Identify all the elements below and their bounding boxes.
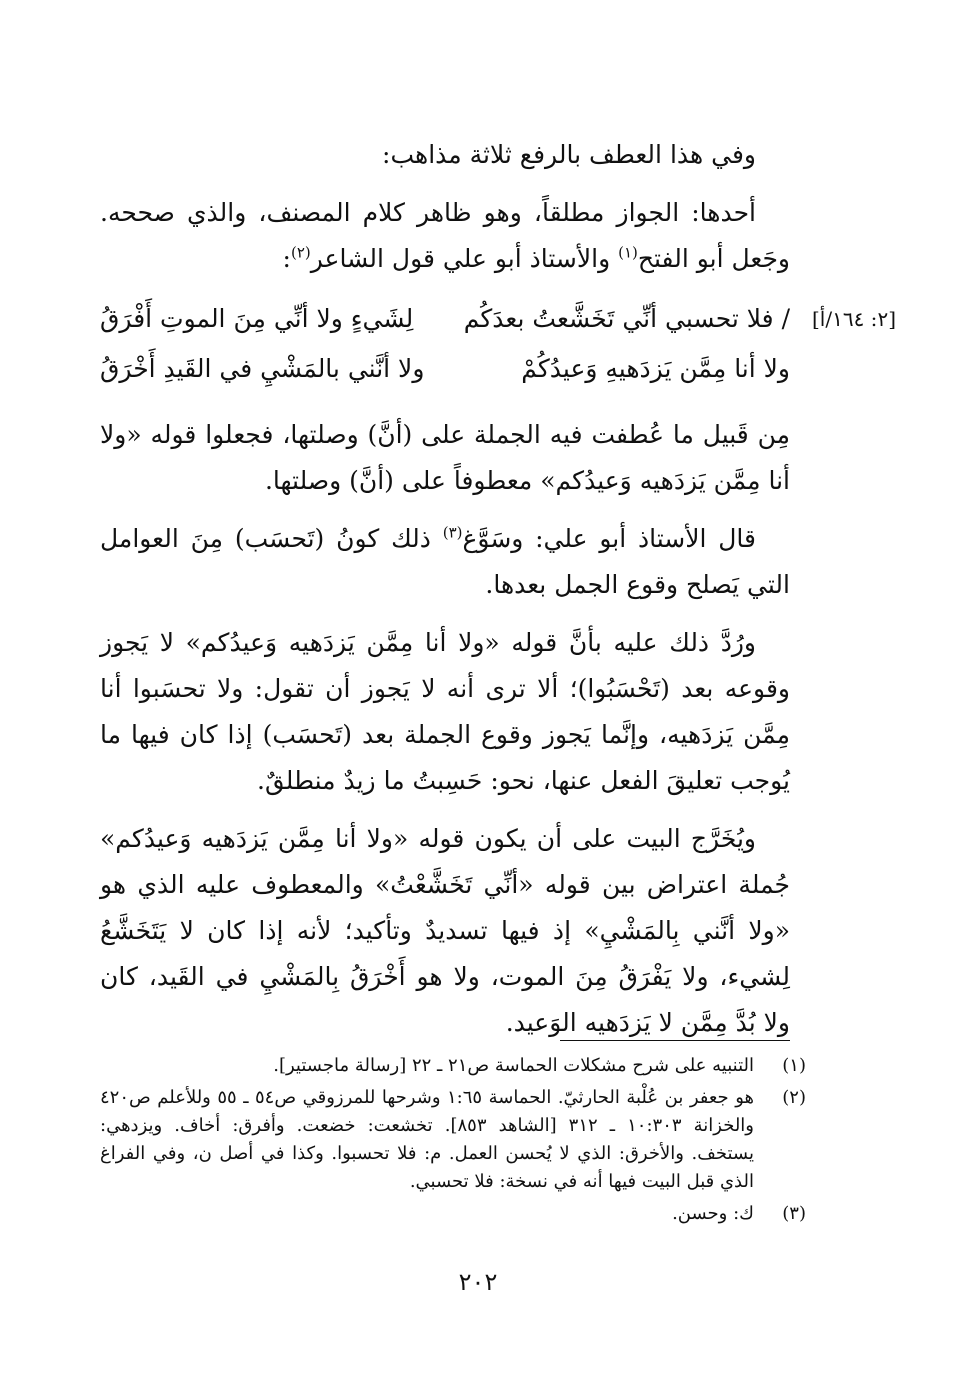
paragraph-2: مِن قَبيل ما عُطفت فيه الجملة على (أنَّ) وصلتها، فجعلوا قوله «ولا أنا مِمَّن يَزدَهيه وَعيدُكم» معطوفاً على (أنَّ) وصلتها. <box>100 420 790 495</box>
poem-line-1 <box>100 294 790 344</box>
poem-line-2 <box>100 344 790 394</box>
paragraph-1-end: : <box>282 244 291 273</box>
footnote-ref-1: (١) <box>618 243 638 262</box>
footnote-3-number: (٣) <box>782 1203 806 1224</box>
footnote-separator <box>560 1040 790 1041</box>
paragraph-3-start: قال الأستاذ أبو علي: وسَوَّغ <box>462 524 756 553</box>
footnote-1 <box>100 1052 806 1080</box>
paragraph-3 <box>100 516 790 608</box>
poem-line-2-first-hemistich: ولا أنا مِمَّن يَزدَهيهِ وَعيدُكُمْ <box>521 354 790 383</box>
footnote-1-text: التنبيه على شرح مشكلات الحماسة ص٢١ ـ ٢٢ [رسالة ماجستير]. <box>273 1055 754 1076</box>
paragraph-1-text: أحدها: الجواز مطلقاً، وهو ظاهر كلام المصنف، والذي صححه. وجَعل أبو الفتح <box>100 198 790 273</box>
footnote-3-text: ك: وحسن. <box>672 1203 754 1224</box>
footnote-ref-3: (٣) <box>442 523 463 542</box>
poem-line-1-second-hemistich: لِشَيءٍ ولا أنِّي مِنَ الموتِ أَفْرَقُ <box>100 304 414 333</box>
paragraph-5: ويُخَرَّج البيت على أن يكون قوله «ولا أنا مِمَّن يَزدَهيه وَعيدُكم» جُملة اعتراض بين قوله «أنِّي تَخَشَّعْتُ» والمعطوف عليه الذي هو «ولا أنَّني بِالمَشْيِ» إذ فيها تسديدٌ وتأكيد؛ لأنه إذا كان لا يَتَخَشَّعُ لِشيء، ولا يَفْرَقُ مِنَ الموت، ولا هو أَخْرَقُ بِالمَشْيِ في القَيد، كان ولا بُدَّ مِمَّن لا يَزدَهيه الوَعيد. <box>100 824 790 1037</box>
footnote-1-number: (١) <box>782 1055 806 1076</box>
footnote-2-text: هو جعفر بن عُلْبة الحارثيّ. الحماسة ١:٦٥ وشرحها للمرزوقي ص٥٤ ـ ٥٥ وللأعلم ص٤٢٠ والخزانة ١٠:٣٠٣ ـ ٣١٢ [الشاهد ٨٥٣]. تخشعت: خضعت. وأفرق: أخاف. ويزدهي: يستخف. والأخرق: الذي لا يُحسن العمل. م: فلا تحسبوا. وكذا في أصل ن، وفي الفراغ الذي قبل البيت فيها أنه في نسخة: فلا تحسبي. <box>100 1087 754 1192</box>
footnote-ref-2: (٢) <box>290 243 311 262</box>
page-number: ٢٠٢ <box>458 1268 498 1296</box>
footnote-2 <box>100 1084 806 1196</box>
paragraph-1 <box>100 190 790 282</box>
paragraph-4: ورُدَّ ذلك عليه بأنَّ قوله «ولا أنا مِمَّن يَزدَهيه وَعيدُكم» لا يَجوز وقوعه بعد (تَحْسَبُوا)؛ ألا ترى أنه لا يَجوز أن تقول: ولا تحسَبوا أنا مِمَّن يَزدَهيه، وإنَّما يَجوز وقوع الجملة بعد (تَحسَب) إذا كان فيها ما يُوجب تعليقَ الفعل عنها، نحو: حَسِبتُ ما زيدٌ منطلقٌ. <box>100 628 790 795</box>
manuscript-folio-reference: [٢: ١٦٤/أ] <box>811 307 896 331</box>
main-text <box>100 132 790 1058</box>
intro-paragraph: وفي هذا العطف بالرفع ثلاثة مذاهب: <box>382 140 756 169</box>
poem-line-2-second-hemistich: ولا أنَّني بالمَشْيِ في القَيدِ أَخْرَقُ <box>100 354 425 383</box>
paragraph-1-middle: والأستاذ أبو علي قول الشاعر <box>310 244 619 273</box>
footnote-3 <box>100 1200 806 1228</box>
poem-verse <box>100 294 790 398</box>
footnotes <box>100 1052 806 1232</box>
paragraph-3-end: ذلك كونُ (تَحسَب) مِنَ العوامل التي يَصلح وقوع الجمل بعدها. <box>100 524 790 599</box>
footnote-2-number: (٢) <box>782 1087 806 1108</box>
poem-line-1-first-hemistich: / فلا تحسبي أنِّي تَخَشَّعتُ بعدَكُم <box>463 304 790 333</box>
